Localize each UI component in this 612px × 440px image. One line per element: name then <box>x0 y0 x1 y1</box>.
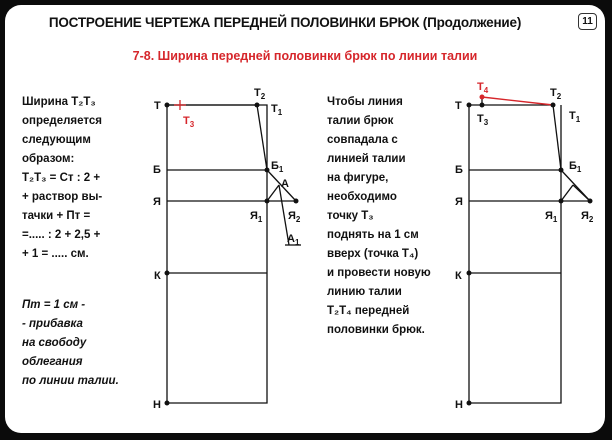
right-crotch-bisector <box>561 185 573 201</box>
left-label-a1: $А_1$ <box>287 233 300 247</box>
left-draft-outline <box>167 105 267 403</box>
left-label-b1: $Б_1$ <box>271 160 284 174</box>
right-draft <box>469 105 590 403</box>
right-label-t4: $Т_4$ <box>477 81 489 95</box>
right-fly-line <box>553 105 561 170</box>
right-label-b: Б <box>455 164 463 176</box>
left-fly-line <box>257 105 267 170</box>
left-label-ya1: $Я_1$ <box>250 210 263 224</box>
right-label-n: Н <box>455 399 463 411</box>
instruction-text: Чтобы линия талии брюк совпадала с линией талии на фигуре, необходимо точку T₃ поднять на 1 см вверх (точка T₄) и провести новую линию талии T₂T₄ передней половинки брюк. <box>327 96 431 336</box>
left-label-t1: $Т_1$ <box>271 103 283 117</box>
left-label-t: Т <box>154 100 161 112</box>
right-label-ya1: $Я_1$ <box>545 210 558 224</box>
left-label-t2: $Т_2$ <box>254 87 266 101</box>
left-label-k: К <box>154 270 161 282</box>
left-label-ya2: $Я_2$ <box>288 210 301 224</box>
section-subtitle: 7-8. Ширина передней половинки брюк по линии талии <box>132 49 478 63</box>
right-new-waist-line <box>482 97 553 105</box>
right-label-t2: $Т_2$ <box>550 87 562 101</box>
left-label-a: А <box>281 178 289 190</box>
right-t4-point <box>480 95 485 100</box>
right-label-k: К <box>455 270 462 282</box>
allowance-note: Пт = 1 см - - прибавка на свободу облегания по линии талии. <box>22 299 119 387</box>
right-label-b1: $Б_1$ <box>569 160 582 174</box>
formula-text: Ширина T₂T₃ определяется следующим образом: T₂T₃ = Ст : 2 + + раствор вы- тачки + Пт = =..... : 2 + 2,5 + + 1 = ..... см. <box>22 96 103 260</box>
page-title: ПОСТРОЕНИЕ ЧЕРТЕЖА ПЕРЕДНЕЙ ПОЛОВИНКИ БРЮК (Продолжение) <box>48 15 522 30</box>
right-label-ya: Я <box>455 196 463 208</box>
right-label-t1: $Т_1$ <box>569 110 581 124</box>
left-points <box>165 103 299 406</box>
left-red-marks <box>174 100 186 110</box>
slide-frame <box>5 5 605 433</box>
left-label-ya: Я <box>153 196 161 208</box>
left-draft <box>167 105 301 403</box>
right-label-t: Т <box>455 100 462 112</box>
right-label-ya2: $Я_2$ <box>581 210 594 224</box>
left-crotch-bisector <box>267 185 279 201</box>
right-label-t3: $Т_3$ <box>477 113 489 127</box>
pattern-diagrams <box>5 5 605 433</box>
page-number-badge: 11 <box>578 13 597 30</box>
right-draft-outline <box>469 105 561 403</box>
left-label-n: Н <box>153 399 161 411</box>
left-label-b: Б <box>153 164 161 176</box>
left-label-t3: $Т_3$ <box>183 115 195 129</box>
right-points <box>467 103 593 406</box>
